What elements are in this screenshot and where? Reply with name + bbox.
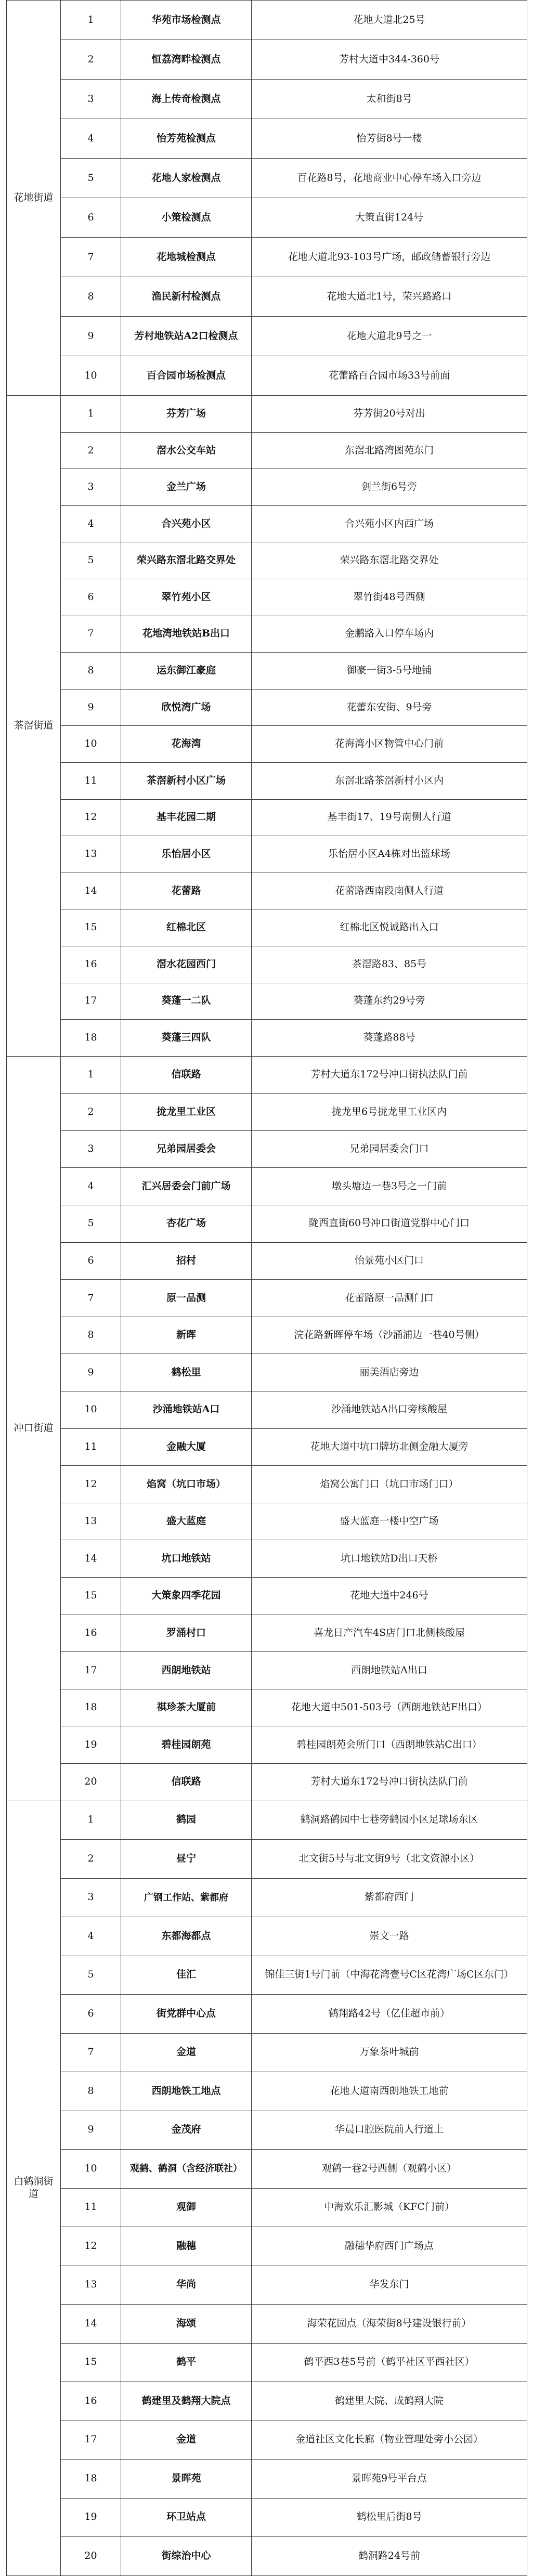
site-name-cell: 基丰花园二期 [121, 799, 252, 836]
site-name-cell: 小策检测点 [121, 198, 252, 238]
row-number-cell: 18 [61, 1020, 121, 1057]
row-number-cell: 3 [61, 1878, 121, 1917]
row-number-cell: 9 [61, 1354, 121, 1391]
row-number-cell: 14 [61, 1540, 121, 1578]
table-row [7, 396, 527, 433]
site-address-cell: 丽美酒店旁边 [252, 1354, 527, 1391]
table-row [7, 119, 527, 159]
table-row [7, 1317, 527, 1354]
site-address-cell: 焰窝公寓门口（坑口市场门口） [252, 1466, 527, 1503]
table-row [7, 1615, 527, 1652]
site-name-cell: 葵蓬三四队 [121, 1020, 252, 1057]
site-name-cell: 金融大厦 [121, 1428, 252, 1466]
table-row [7, 2188, 527, 2227]
table-row [7, 1652, 527, 1689]
site-address-cell: 陇西直街60号冲口街道党群中心门口 [252, 1205, 527, 1243]
site-address-cell: 芬芳街20号对出 [252, 396, 527, 433]
table-row [7, 1428, 527, 1466]
row-number-cell: 1 [61, 396, 121, 433]
row-number-cell: 13 [61, 2266, 121, 2305]
table-row [7, 2150, 527, 2189]
row-number-cell: 14 [61, 2305, 121, 2344]
site-name-cell: 杏花广场 [121, 1205, 252, 1243]
row-number-cell: 18 [61, 2460, 121, 2499]
row-number-cell: 17 [61, 983, 121, 1020]
table-row [7, 726, 527, 763]
site-address-cell: 鹤洞路24号前 [252, 2537, 527, 2576]
table-row [7, 1503, 527, 1540]
site-name-cell: 观御 [121, 2188, 252, 2227]
table-row [7, 80, 527, 119]
table-row [7, 1917, 527, 1956]
site-name-cell: 西朗地铁工地点 [121, 2072, 252, 2111]
site-address-cell: 芳村大道东172号冲口街执法队门前 [252, 1056, 527, 1094]
row-number-cell: 16 [61, 1615, 121, 1652]
site-address-cell: 盛大蓝庭一楼中空广场 [252, 1503, 527, 1540]
row-number-cell: 9 [61, 317, 121, 356]
table-row [7, 653, 527, 689]
site-address-cell: 北文街5号与北文街9号（北文资源小区） [252, 1840, 527, 1879]
row-number-cell: 8 [61, 653, 121, 689]
site-name-cell: 恒荔湾畔检测点 [121, 40, 252, 80]
site-address-cell: 芳村大道东172号冲口街执法队门前 [252, 1763, 527, 1801]
site-address-cell: 花地大道中501-503号（西朗地铁站F出口） [252, 1689, 527, 1726]
site-address-cell: 合兴苑小区内西广场 [252, 505, 527, 542]
row-number-cell: 7 [61, 2033, 121, 2072]
table-row [7, 1578, 527, 1615]
table-row [7, 1878, 527, 1917]
site-address-cell: 花地大道北1号，荣兴路路口 [252, 277, 527, 317]
row-number-cell: 5 [61, 159, 121, 198]
site-name-cell: 祺珍茶大厦前 [121, 1689, 252, 1726]
site-name-cell: 街党群中心点 [121, 1995, 252, 2034]
table-row [7, 1, 527, 40]
site-name-cell: 鹤松里 [121, 1354, 252, 1391]
row-number-cell: 7 [61, 238, 121, 277]
site-address-cell: 坑口地铁站D出口天桥 [252, 1540, 527, 1578]
row-number-cell: 11 [61, 762, 121, 799]
site-address-cell: 金道社区文化长廊（物业管理处旁小公园） [252, 2421, 527, 2460]
row-number-cell: 2 [61, 1840, 121, 1879]
table-row [7, 909, 527, 946]
row-number-cell: 18 [61, 1689, 121, 1726]
site-name-cell: 景晖苑 [121, 2460, 252, 2499]
table-row [7, 1466, 527, 1503]
site-address-cell: 葵蓬路88号 [252, 1020, 527, 1057]
row-number-cell: 8 [61, 1317, 121, 1354]
table-row [7, 2421, 527, 2460]
site-name-cell: 新晖 [121, 1317, 252, 1354]
site-address-cell: 万象茶叶城前 [252, 2033, 527, 2072]
site-name-cell: 坑口地铁站 [121, 1540, 252, 1578]
row-number-cell: 2 [61, 40, 121, 80]
site-name-cell: 盛大蓝庭 [121, 1503, 252, 1540]
table-row [7, 1130, 527, 1168]
table-row [7, 505, 527, 542]
site-address-cell: 基丰街17、19号南侧人行道 [252, 799, 527, 836]
table-row [7, 2227, 527, 2266]
row-number-cell: 20 [61, 2537, 121, 2576]
row-number-cell: 17 [61, 1652, 121, 1689]
site-name-cell: 花地城检测点 [121, 238, 252, 277]
site-name-cell: 融穗 [121, 2227, 252, 2266]
site-name-cell: 拢龙里工业区 [121, 1094, 252, 1131]
table-row [7, 317, 527, 356]
row-number-cell: 13 [61, 1503, 121, 1540]
site-name-cell: 欣悦湾广场 [121, 689, 252, 726]
table-row [7, 2072, 527, 2111]
table-row [7, 873, 527, 909]
table-row [7, 2343, 527, 2382]
table-row [7, 1280, 527, 1317]
site-address-cell: 花地大道南西朗地铁工地前 [252, 2072, 527, 2111]
site-address-cell: 鹤洞路鹤园中七巷旁鹤园小区足球场东区 [252, 1801, 527, 1840]
site-address-cell: 荣兴路东滘北路交界处 [252, 542, 527, 579]
site-name-cell: 西朗地铁站 [121, 1652, 252, 1689]
table-row [7, 432, 527, 469]
site-name-cell: 翠竹苑小区 [121, 579, 252, 616]
site-address-cell: 浣花路新晖停车场（沙涌浦边一巷40号侧） [252, 1317, 527, 1354]
table-row [7, 579, 527, 616]
row-number-cell: 19 [61, 1726, 121, 1764]
table-row [7, 1726, 527, 1764]
row-number-cell: 4 [61, 119, 121, 159]
site-address-cell: 兄弟园居委会门口 [252, 1130, 527, 1168]
row-number-cell: 10 [61, 356, 121, 396]
table-row [7, 689, 527, 726]
site-name-cell: 金兰广场 [121, 469, 252, 506]
site-name-cell: 合兴苑小区 [121, 505, 252, 542]
site-address-cell: 剑兰街6号旁 [252, 469, 527, 506]
table-row [7, 2460, 527, 2499]
row-number-cell: 14 [61, 873, 121, 909]
row-number-cell: 15 [61, 909, 121, 946]
site-name-cell: 碧桂园朗苑 [121, 1726, 252, 1764]
site-name-cell: 街综治中心 [121, 2537, 252, 2576]
row-number-cell: 3 [61, 469, 121, 506]
site-address-cell: 西朗地铁站A出口 [252, 1652, 527, 1689]
site-name-cell: 百合园市场检测点 [121, 356, 252, 396]
table-row [7, 616, 527, 653]
table-row [7, 1391, 527, 1429]
site-name-cell: 滘水花园西门 [121, 946, 252, 983]
site-name-cell: 怡芳苑检测点 [121, 119, 252, 159]
table-row [7, 1689, 527, 1726]
site-name-cell: 信联路 [121, 1056, 252, 1094]
table-row [7, 946, 527, 983]
table-row [7, 2033, 527, 2072]
site-address-cell: 百花路8号，花地商业中心停车场入口旁边 [252, 159, 527, 198]
site-address-cell: 锦佳三街1号门前（中海花湾壹号C区花湾广场C区东门） [252, 1956, 527, 1995]
row-number-cell: 5 [61, 542, 121, 579]
row-number-cell: 5 [61, 1205, 121, 1243]
row-number-cell: 2 [61, 432, 121, 469]
site-address-cell: 花蕾东安街、9号旁 [252, 689, 527, 726]
row-number-cell: 4 [61, 1168, 121, 1205]
row-number-cell: 8 [61, 277, 121, 317]
site-address-cell: 鹤平西3巷5号前（鹤平社区平西社区） [252, 2343, 527, 2382]
site-name-cell: 汇兴居委会门前广场 [121, 1168, 252, 1205]
site-address-cell: 乐怡居小区A4栋对出篮球场 [252, 836, 527, 873]
street-name-cell: 白鹤洞街道 [7, 1801, 61, 2575]
row-number-cell: 15 [61, 1578, 121, 1615]
site-name-cell: 茶滘新村小区广场 [121, 762, 252, 799]
site-address-cell: 花海湾小区物管中心门前 [252, 726, 527, 763]
table-row [7, 198, 527, 238]
table-row [7, 1094, 527, 1131]
site-address-cell: 华晨口腔医院前人行道上 [252, 2111, 527, 2150]
site-name-cell: 海颂 [121, 2305, 252, 2344]
site-address-cell: 怡景苑小区门口 [252, 1242, 527, 1280]
site-address-cell: 花蕾路百合园市场33号前面 [252, 356, 527, 396]
site-name-cell: 金道 [121, 2421, 252, 2460]
table-row [7, 1956, 527, 1995]
site-address-cell: 花地大道中246号 [252, 1578, 527, 1615]
site-name-cell: 红棉北区 [121, 909, 252, 946]
site-address-cell: 花地大道北25号 [252, 1, 527, 40]
site-name-cell: 海上传奇检测点 [121, 80, 252, 119]
site-name-cell: 兄弟园居委会 [121, 1130, 252, 1168]
table-row [7, 159, 527, 198]
table-row [7, 469, 527, 506]
site-address-cell: 翠竹街48号西侧 [252, 579, 527, 616]
site-address-cell: 太和街8号 [252, 80, 527, 119]
site-address-cell: 大策直街124号 [252, 198, 527, 238]
site-address-cell: 鹤建里大院、成鹤翔大院 [252, 2382, 527, 2421]
site-name-cell: 鹤平 [121, 2343, 252, 2382]
table-row [7, 356, 527, 396]
table-row [7, 238, 527, 277]
site-address-cell: 中海欢乐汇影城（KFC门前） [252, 2188, 527, 2227]
table-row [7, 1763, 527, 1801]
site-address-cell: 茶滘路83、85号 [252, 946, 527, 983]
table-row [7, 40, 527, 80]
site-name-cell: 花海湾 [121, 726, 252, 763]
row-number-cell: 10 [61, 726, 121, 763]
site-name-cell: 芳村地铁站A2口检测点 [121, 317, 252, 356]
table-row [7, 1540, 527, 1578]
street-name-cell: 冲口街道 [7, 1056, 61, 1801]
row-number-cell: 8 [61, 2072, 121, 2111]
site-address-cell: 紫都府西门 [252, 1878, 527, 1917]
site-address-cell: 景晖苑9号平台点 [252, 2460, 527, 2499]
table-row [7, 2498, 527, 2537]
table-row [7, 799, 527, 836]
row-number-cell: 4 [61, 505, 121, 542]
site-name-cell: 芬芳广场 [121, 396, 252, 433]
site-name-cell: 花地湾地铁站B出口 [121, 616, 252, 653]
row-number-cell: 1 [61, 1, 121, 40]
row-number-cell: 12 [61, 2227, 121, 2266]
site-name-cell: 信联路 [121, 1763, 252, 1801]
row-number-cell: 13 [61, 836, 121, 873]
row-number-cell: 3 [61, 1130, 121, 1168]
testing-sites-table [6, 0, 527, 2576]
table-row [7, 1205, 527, 1243]
site-address-cell: 花地大道北93-103号广场，邮政储蓄银行旁边 [252, 238, 527, 277]
table-row [7, 2537, 527, 2576]
table-row [7, 1056, 527, 1094]
row-number-cell: 6 [61, 1995, 121, 2034]
site-name-cell: 荣兴路东滘北路交界处 [121, 542, 252, 579]
row-number-cell: 7 [61, 1280, 121, 1317]
table-row [7, 836, 527, 873]
site-name-cell: 鹤园 [121, 1801, 252, 1840]
site-address-cell: 墩头塘边一巷3号之一门前 [252, 1168, 527, 1205]
site-address-cell: 鹤翔路42号（亿佳超市前） [252, 1995, 527, 2034]
row-number-cell: 6 [61, 1242, 121, 1280]
site-address-cell: 融穗华府西门广场点 [252, 2227, 527, 2266]
site-name-cell: 葵蓬一二队 [121, 983, 252, 1020]
row-number-cell: 1 [61, 1056, 121, 1094]
site-name-cell: 广钢工作站、紫都府 [121, 1878, 252, 1917]
row-number-cell: 1 [61, 1801, 121, 1840]
site-address-cell: 碧桂园朗苑会所门口（西朗地铁站C出口） [252, 1726, 527, 1764]
table-row [7, 1020, 527, 1057]
table-row [7, 2111, 527, 2150]
site-name-cell: 花地人家检测点 [121, 159, 252, 198]
site-address-cell: 华发东门 [252, 2266, 527, 2305]
site-address-cell: 御豪一街3-5号地铺 [252, 653, 527, 689]
site-name-cell: 东都海都点 [121, 1917, 252, 1956]
site-address-cell: 葵蓬东约29号旁 [252, 983, 527, 1020]
site-name-cell: 观鹤、鹤洞（含经济联社） [121, 2150, 252, 2189]
site-address-cell: 沙涌地铁站A出口旁核酸屋 [252, 1391, 527, 1429]
site-address-cell: 海荣花园点（海荣街8号建设银行前） [252, 2305, 527, 2344]
site-name-cell: 金茂府 [121, 2111, 252, 2150]
site-address-cell: 东滘北路茶滘新村小区内 [252, 762, 527, 799]
site-address-cell: 怡芳街8号一楼 [252, 119, 527, 159]
site-name-cell: 招村 [121, 1242, 252, 1280]
table-row [7, 1995, 527, 2034]
site-address-cell: 喜龙日产汽车4S店门口北侧核酸屋 [252, 1615, 527, 1652]
row-number-cell: 6 [61, 198, 121, 238]
row-number-cell: 11 [61, 1428, 121, 1466]
row-number-cell: 19 [61, 2498, 121, 2537]
street-name-cell: 茶滘街道 [7, 396, 61, 1057]
table-row [7, 2266, 527, 2305]
table-row [7, 1354, 527, 1391]
table-row [7, 983, 527, 1020]
street-name-cell: 花地街道 [7, 1, 61, 396]
site-name-cell: 大策象四季花园 [121, 1578, 252, 1615]
row-number-cell: 4 [61, 1917, 121, 1956]
site-address-cell: 花地大道北9号之一 [252, 317, 527, 356]
site-name-cell: 渔民新村检测点 [121, 277, 252, 317]
site-name-cell: 焰窝（坑口市场） [121, 1466, 252, 1503]
table-row [7, 277, 527, 317]
site-address-cell: 红棉北区悦诚路出入口 [252, 909, 527, 946]
site-name-cell: 环卫站点 [121, 2498, 252, 2537]
row-number-cell: 10 [61, 1391, 121, 1429]
site-address-cell: 东滘北路湾图苑东门 [252, 432, 527, 469]
table-row [7, 2382, 527, 2421]
site-name-cell: 花蕾路 [121, 873, 252, 909]
site-name-cell: 原一品测 [121, 1280, 252, 1317]
table-row [7, 542, 527, 579]
table-row [7, 1840, 527, 1879]
row-number-cell: 12 [61, 799, 121, 836]
row-number-cell: 11 [61, 2188, 121, 2227]
table-row [7, 1168, 527, 1205]
row-number-cell: 7 [61, 616, 121, 653]
row-number-cell: 9 [61, 2111, 121, 2150]
row-number-cell: 10 [61, 2150, 121, 2189]
site-name-cell: 华尚 [121, 2266, 252, 2305]
site-address-cell: 崇文一路 [252, 1917, 527, 1956]
site-address-cell: 花蕾路西南段南侧人行道 [252, 873, 527, 909]
site-name-cell: 罗涌村口 [121, 1615, 252, 1652]
site-address-cell: 芳村大道中344-360号 [252, 40, 527, 80]
row-number-cell: 16 [61, 2382, 121, 2421]
row-number-cell: 12 [61, 1466, 121, 1503]
row-number-cell: 20 [61, 1763, 121, 1801]
table-body [7, 1, 527, 2576]
row-number-cell: 3 [61, 80, 121, 119]
site-name-cell: 滘水公交车站 [121, 432, 252, 469]
row-number-cell: 6 [61, 579, 121, 616]
table-row [7, 1242, 527, 1280]
table-row [7, 1801, 527, 1840]
site-name-cell: 佳汇 [121, 1956, 252, 1995]
row-number-cell: 9 [61, 689, 121, 726]
site-name-cell: 运东御江豪庭 [121, 653, 252, 689]
site-name-cell: 鹤建里及鹤翔大院点 [121, 2382, 252, 2421]
site-address-cell: 鹤松里后街8号 [252, 2498, 527, 2537]
row-number-cell: 2 [61, 1094, 121, 1131]
table-row [7, 2305, 527, 2344]
table-row [7, 762, 527, 799]
row-number-cell: 17 [61, 2421, 121, 2460]
site-address-cell: 观鹤一巷2号西侧（观鹤小区） [252, 2150, 527, 2189]
site-name-cell: 金道 [121, 2033, 252, 2072]
site-address-cell: 花蕾路原一品测门口 [252, 1280, 527, 1317]
site-name-cell: 华苑市场检测点 [121, 1, 252, 40]
site-name-cell: 乐怡居小区 [121, 836, 252, 873]
site-name-cell: 沙涌地铁站A口 [121, 1391, 252, 1429]
site-address-cell: 花地大道中坑口牌坊北侧金融大厦旁 [252, 1428, 527, 1466]
site-address-cell: 拢龙里6号拢龙里工业区内 [252, 1094, 527, 1131]
row-number-cell: 16 [61, 946, 121, 983]
row-number-cell: 15 [61, 2343, 121, 2382]
row-number-cell: 5 [61, 1956, 121, 1995]
site-address-cell: 金鹏路入口停车场内 [252, 616, 527, 653]
site-name-cell: 昼宁 [121, 1840, 252, 1879]
